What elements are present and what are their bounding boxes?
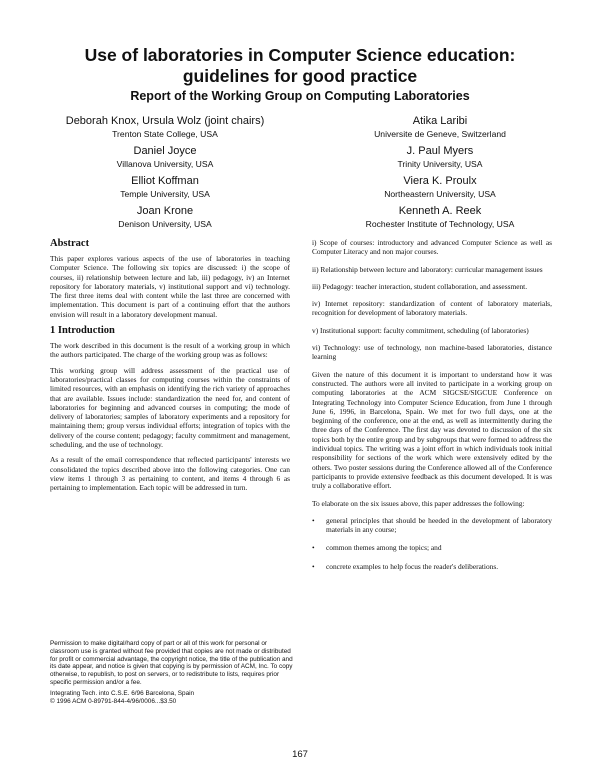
author-affiliation: Trenton State College, USA <box>112 129 218 139</box>
topic-item: v) Institutional support: faculty commitment, scheduling (of laboratories) <box>312 325 529 335</box>
author-name: J. Paul Myers <box>406 145 474 157</box>
author-affiliation: Universite de Geneve, Switzerland <box>374 129 506 139</box>
authors-right-column <box>310 114 570 234</box>
copyright-notice <box>50 640 295 705</box>
paper-title-line-2: guidelines for good practice <box>182 66 418 86</box>
topic-item: ii) Relationship between lecture and laboratory: curricular management issues <box>312 264 543 274</box>
abstract-text: This paper explores various aspects of the use of laboratories in teaching Computer Science. The following six topics are discussed: i) the scope of courses, ii) relationship between lecture and lab, iii) pedagogy, iv) an Internet repository for laboratory materials, v) institutional support and vi) technology. The first three items deal with content while the last three are concerned with implementation. This document is part of a continuing effort that the authors envision will result in a laboratory development manual. <box>50 254 290 319</box>
bullet-item: • common themes among the topics; and <box>312 543 552 552</box>
author-name: Elliot Koffman <box>131 175 199 187</box>
topic-item: vi) Technology: use of technology, non machine-based laboratories, distance learning <box>312 343 552 362</box>
author-affiliation: Denison University, USA <box>118 219 212 229</box>
introduction-heading: 1 Introduction <box>50 325 115 337</box>
paper-subtitle: Report of the Working Group on Computing Laboratories <box>130 89 470 103</box>
body-paragraph: Given the nature of this document it is important to understand how it was constructed. The authors were all invited to participate in a working group on computing laboratories at the ACM SIGCSE/SIGCUE Conference on Integrating Technology into Computer Science Education, from June 1 through June 6, 1996, in Barcelona, Spain. We met for two full days, one at the beginning of the conference, one at the end, as well as intermittently during the three days of the Conference. The first day was devoted to discussion of the six topics both by the entire group and by subgroups that were formed to address the individual topics. The writing was a joint effort in which individuals took initial responsibility for sections of the work which were extensively edited by the others. Two poster sessions during the Conference allowed all of the Conference participants to provide extensive feedback as this document developed. It is was truly a collaborative effort. <box>312 369 552 491</box>
bullet-list <box>312 516 552 571</box>
author-name: Joan Krone <box>136 205 194 217</box>
paper-title-line-1: Use of laboratories in Computer Science education: <box>84 45 516 65</box>
introduction-paragraph: The work described in this document is the result of a working group in which the authors participated. The charge of the working group was as follows: <box>50 341 290 360</box>
right-text-column <box>312 238 552 580</box>
permission-text: Permission to make digital/hard copy of part or all of this work for personal or classroom use is granted without fee provided that copies are not made or distributed for profit or commercial advantage, the copyright notice, the title of the publication and its date appear, and notice is given that copying is by permission of ACM, Inc. To copy otherwise, to republish, to post on servers, or to redistribute to lists, requires prior specific permission and/or a fee. <box>50 640 293 686</box>
topic-item: iv) Internet repository: standardization of content of laboratory materials, recognition for development of laboratory materials. <box>312 299 552 318</box>
venue-line: Integrating Tech. into C.S.E. 6/96 Barcelona, Spain <box>50 689 195 697</box>
page-number: 167 <box>292 749 308 760</box>
body-paragraph: To elaborate on the six issues above, this paper addresses the following: <box>312 498 525 508</box>
introduction-paragraph: As a result of the email correspondence that reflected participants' interests we consolidated the topics described above into the following categories. One can view items 1 through 3 as pertaining to content, and items 4 through 6 as pertaining to implementation. Each topic will be addressed in turn. <box>50 455 290 493</box>
author-name: Viera K. Proulx <box>403 175 477 187</box>
topic-item: iii) Pedagogy: teacher interaction, student collaboration, and assessment. <box>312 281 528 291</box>
author-affiliation: Northeastern University, USA <box>384 189 496 199</box>
author-affiliation: Temple University, USA <box>120 189 210 199</box>
introduction-paragraph: This working group will address assessment of the practical use of laboratories/practical classes for computing courses within the constraints of limited resources, with an emphasis on identifying the rich variety of approaches that are available. Issues include: standardization the need for, and content of laboratories for beginning and advanced courses in computing; the mode of delivery of laboratories; samples of laboratory experiments and a repository for maintaining them; group versus individual efforts; integration of topics with the delivery of the course content; pedagogy; faculty commitment and management, scheduling, and the use of technology. <box>50 365 290 450</box>
author-affiliation: Villanova University, USA <box>116 159 214 169</box>
author-affiliation: Rochester Institute of Technology, USA <box>365 219 515 229</box>
authors-left-column <box>40 114 290 234</box>
author-name: Atika Laribi <box>412 115 468 127</box>
topic-item: i) Scope of courses: introductory and advanced Computer Science as well as Computer Literacy and non major courses. <box>312 238 552 257</box>
abstract-heading: Abstract <box>50 238 90 249</box>
left-text-column <box>50 238 290 499</box>
author-name: Deborah Knox, Ursula Wolz (joint chairs) <box>65 115 265 127</box>
author-name: Kenneth A. Reek <box>398 205 482 217</box>
copyright-line: © 1996 ACM 0-89791-844-4/96/0006...$3.50 <box>50 697 177 705</box>
bullet-item: • general principles that should be heeded in the development of laboratory materials in any course; <box>312 516 552 535</box>
author-affiliation: Trinity University, USA <box>397 159 483 169</box>
bullet-item: • concrete examples to help focus the reader's deliberations. <box>312 562 552 571</box>
author-name: Daniel Joyce <box>133 145 197 157</box>
